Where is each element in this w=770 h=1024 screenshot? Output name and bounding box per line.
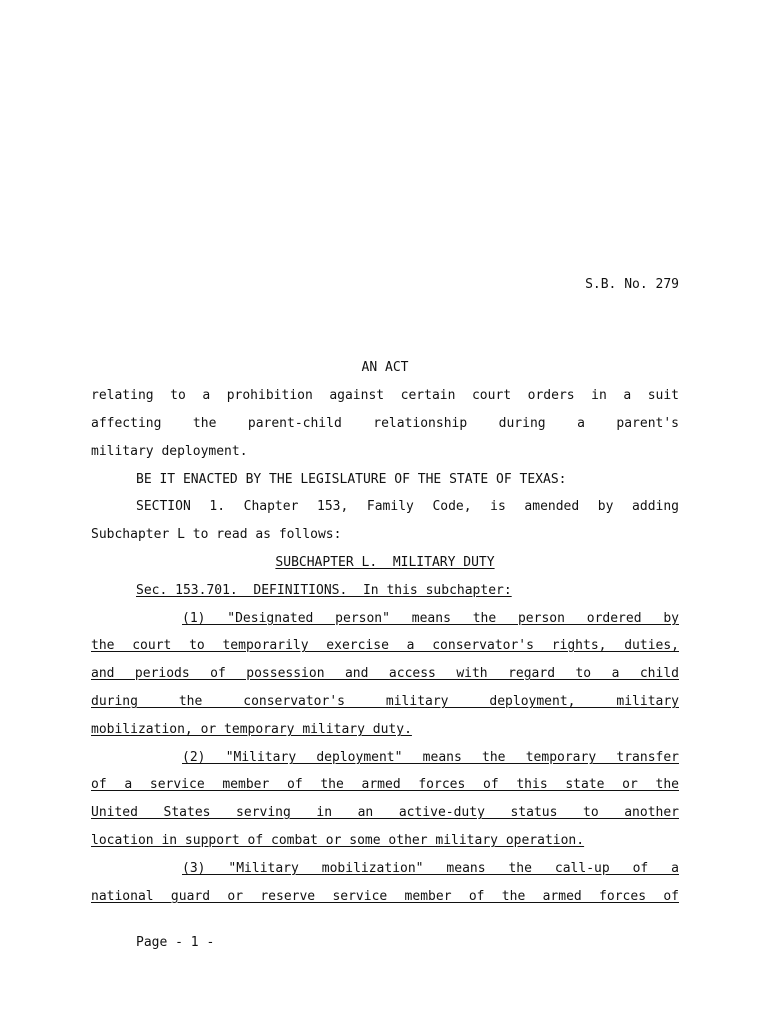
definition-line: national guard or reserve service member of the armed forces of (91, 889, 679, 904)
act-heading: AN ACT (361, 360, 409, 375)
caption-line: affecting the parent-child relationship during a parent's (91, 416, 679, 431)
section-line: SECTION 1. Chapter 153, Family Code, is amended by adding (136, 499, 679, 514)
definition-line: (3) "Military mobilization" means the call-up of a (182, 861, 679, 876)
definition-line (91, 722, 679, 738)
enacting-clause: BE IT ENACTED BY THE LEGISLATURE OF THE STATE OF TEXAS: (136, 472, 567, 487)
definition-line: during the conservator's military deployment, military (91, 694, 679, 709)
caption-line: relating to a prohibition against certain court orders in a suit (91, 388, 679, 403)
definition-line: (1) "Designated person" means the person ordered by (182, 611, 679, 626)
definition-line: and periods of possession and access with regard to a child (91, 666, 679, 681)
definition-line (91, 833, 679, 849)
section-heading-text: Sec. 153.701. DEFINITIONS. In this subchapter: (136, 583, 512, 598)
page-footer: Page - 1 - (136, 935, 215, 950)
definition-line: (2) "Military deployment" means the temporary transfer (182, 750, 679, 765)
bill-number: S.B. No. 279 (585, 277, 679, 292)
definition-line: the court to temporarily exercise a conservator's rights, duties, (91, 638, 679, 653)
definition-line-text: location in support of combat or some other military operation. (91, 833, 585, 848)
definition-line: United States serving in an active-duty status to another (91, 805, 679, 820)
definition-line-text: mobilization, or temporary military duty. (91, 722, 412, 737)
subchapter-title (91, 555, 679, 571)
section-heading (136, 583, 679, 599)
section-line: Subchapter L to read as follows: (91, 527, 342, 542)
definition-line: of a service member of the armed forces of this state or the (91, 777, 679, 792)
subchapter-title-text: SUBCHAPTER L. MILITARY DUTY (275, 555, 495, 570)
caption-line: military deployment. (91, 444, 248, 459)
